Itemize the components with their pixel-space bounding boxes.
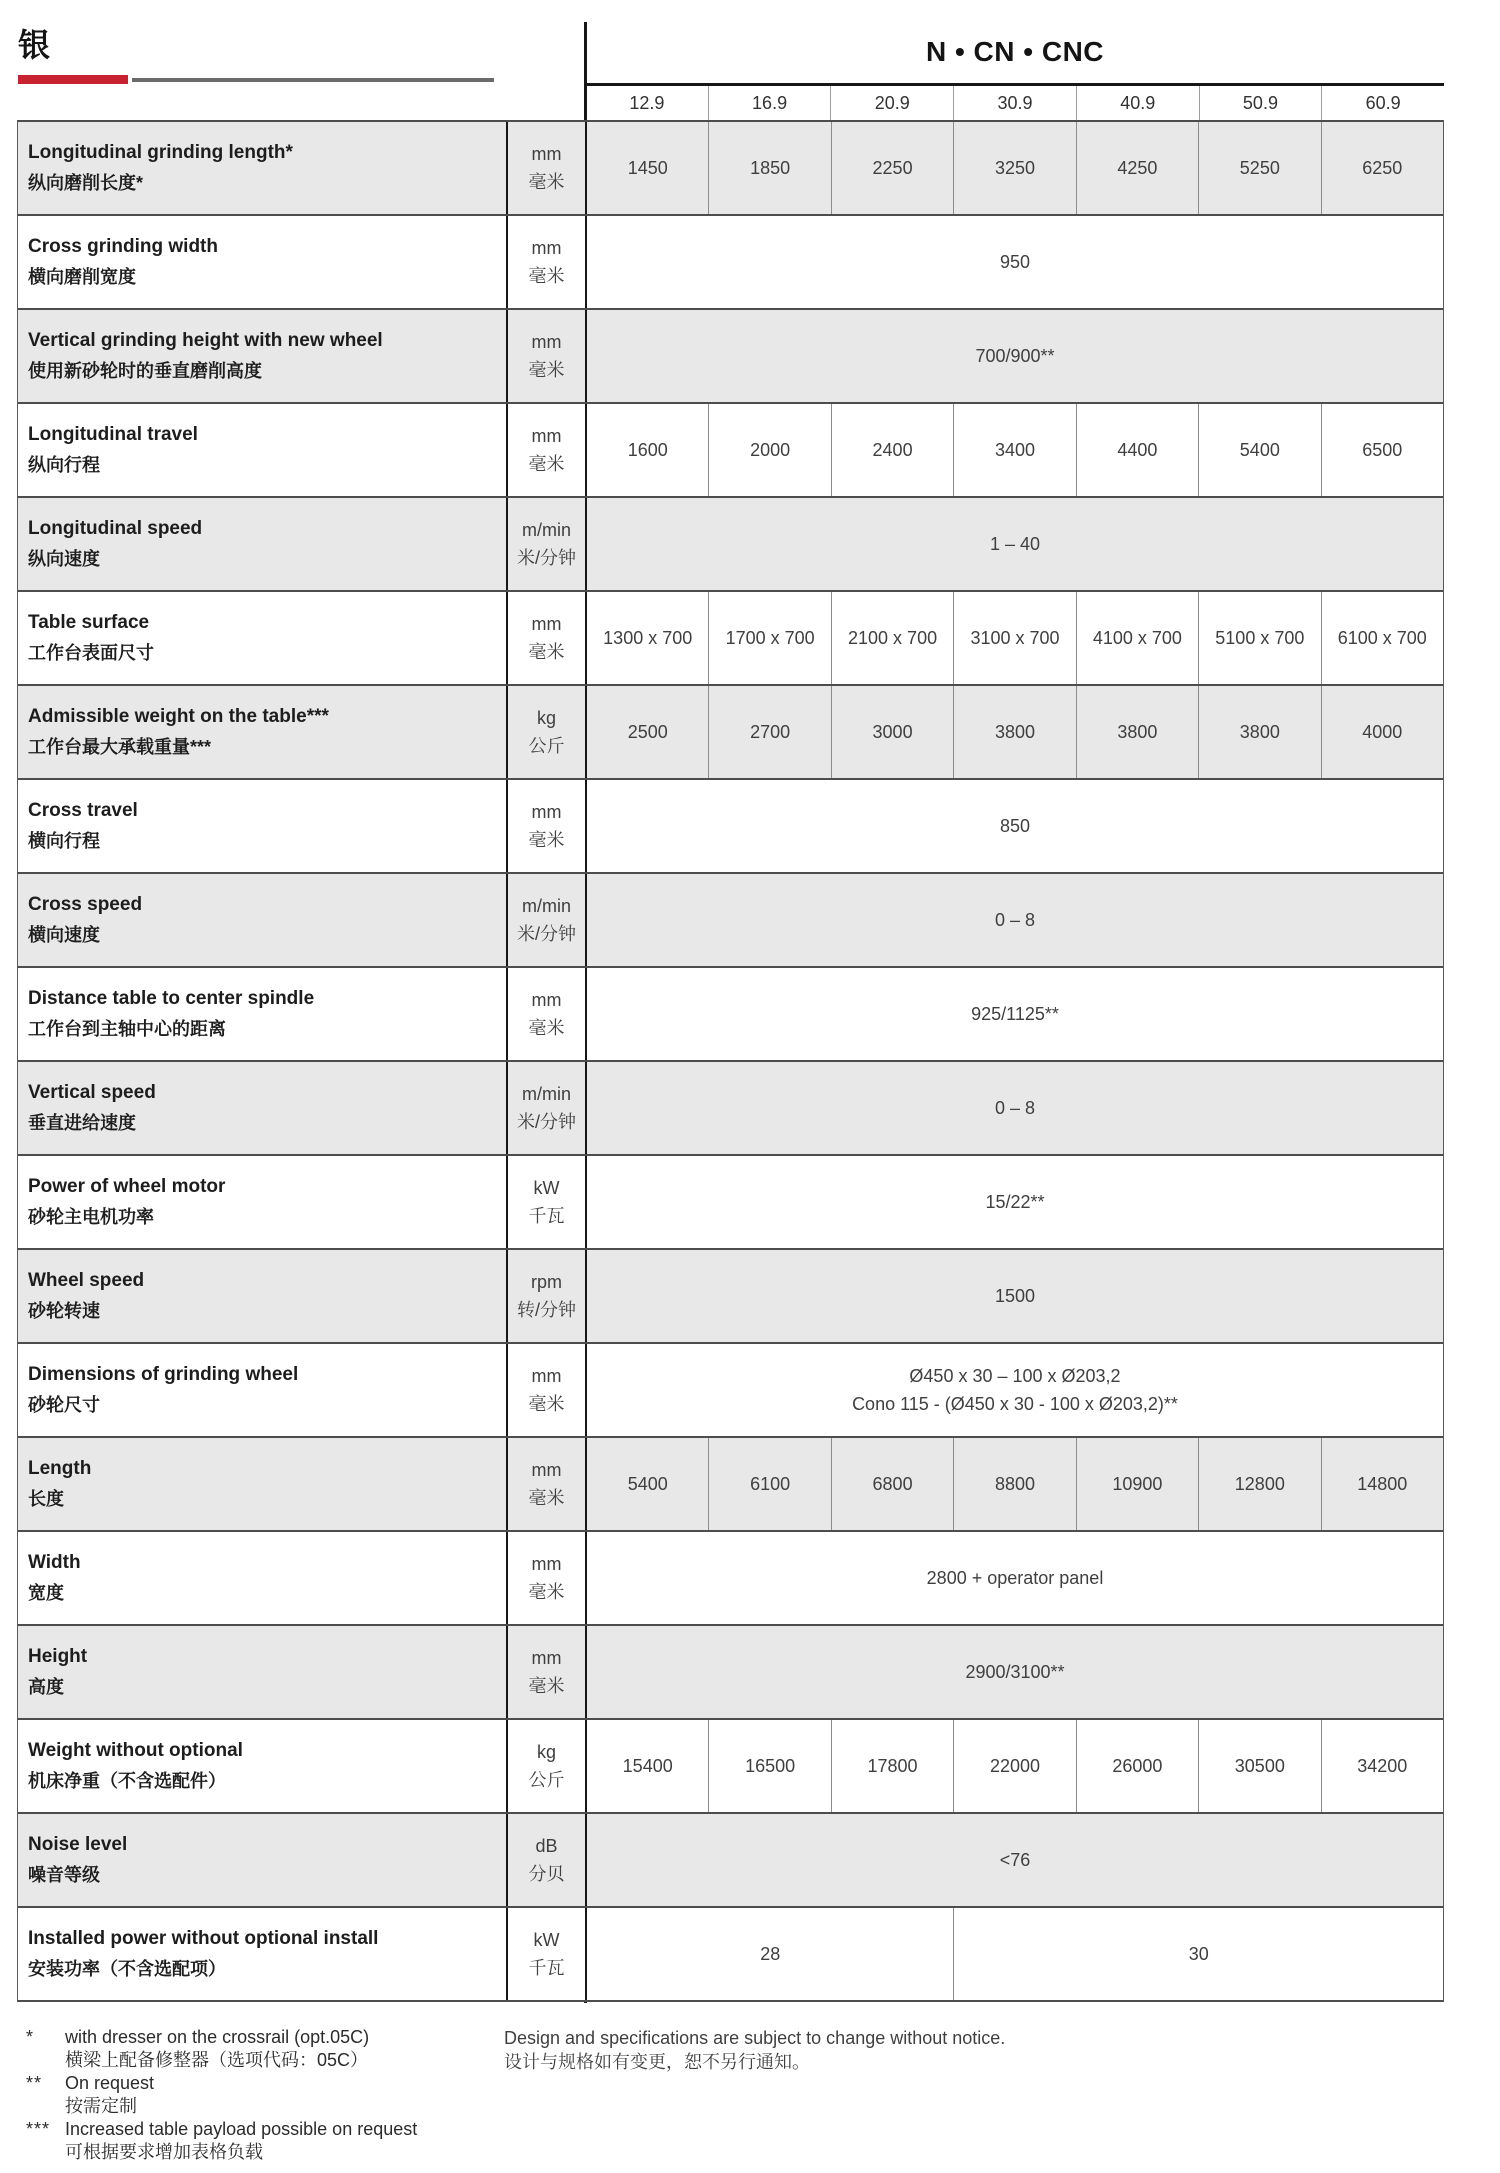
row-values	[587, 1344, 1443, 1436]
footnote-en: with dresser on the crossrail (opt.05C)	[65, 2027, 370, 2047]
unit-en: kg	[536, 1742, 556, 1762]
value-cell: 1300 x 700	[603, 627, 693, 648]
value-cell: 3250	[953, 122, 1075, 214]
unit-en: m/min	[522, 520, 571, 540]
row-label-en: Longitudinal grinding length*	[28, 142, 293, 163]
row-values	[587, 874, 1443, 966]
row-unit	[506, 310, 587, 402]
row-label-zh: 宽度	[28, 1583, 64, 1603]
value-cell: 4400	[1076, 404, 1198, 496]
row-label-zh: 安装功率（不含选配项）	[28, 1959, 226, 1979]
value-cell-span	[587, 1250, 1443, 1342]
value-cell: 8800	[953, 1438, 1075, 1530]
spec-row	[18, 496, 1443, 590]
value-line: 0 – 8	[994, 1098, 1036, 1118]
unit-zh: 千瓦	[528, 1206, 565, 1226]
value-cell: 3000	[831, 686, 953, 778]
unit-zh: 毫米	[528, 1394, 565, 1414]
value-cell: 1850	[708, 122, 830, 214]
value-cell: 3400	[953, 404, 1075, 496]
row-label-zh: 工作台到主轴中心的距离	[28, 1019, 226, 1039]
row-label-en: Power of wheel motor	[28, 1176, 226, 1197]
value-line: Cono 115 - (Ø450 x 30 - 100 x Ø203,2)**	[852, 1394, 1178, 1414]
unit-zh: 米/分钟	[516, 924, 576, 944]
value-cell: 2500	[627, 721, 668, 742]
spec-row	[18, 1530, 1443, 1624]
value-cell: 10900	[1076, 1438, 1198, 1530]
row-values	[587, 1814, 1443, 1906]
unit-zh: 毫米	[528, 1018, 565, 1038]
row-values	[587, 1438, 1443, 1530]
row-label-en: Installed power without optional install	[28, 1928, 379, 1949]
value-cell-span: 28	[760, 1943, 781, 1964]
unit-en: m/min	[522, 896, 571, 916]
row-values	[587, 1156, 1443, 1248]
footnote-zh: 横梁上配备修整器（选项代码：05C）	[65, 2050, 369, 2070]
value-cell-span	[587, 1156, 1443, 1248]
value-line: 0 – 8	[994, 910, 1036, 930]
spec-row	[18, 1624, 1443, 1718]
unit-zh: 毫米	[528, 642, 565, 662]
value-cell: 5100 x 700	[1198, 592, 1320, 684]
row-label-zh: 横向行程	[28, 831, 100, 851]
unit-en: mm	[531, 614, 562, 634]
column-header: 30.9	[953, 86, 1076, 120]
unit-en: mm	[531, 426, 562, 446]
value-cell: 2000	[708, 404, 830, 496]
value-cell: 5250	[1198, 122, 1320, 214]
unit-zh: 毫米	[528, 454, 565, 474]
unit-en: rpm	[531, 1272, 562, 1292]
value-line: 2800 + operator panel	[926, 1568, 1104, 1588]
value-cell-span	[587, 968, 1443, 1060]
value-cell: 2250	[831, 122, 953, 214]
column-headers-row	[586, 83, 1444, 120]
spec-row	[18, 1342, 1443, 1436]
unit-en: kg	[536, 708, 556, 728]
row-label-en: Table surface	[28, 612, 150, 633]
row-label	[18, 1814, 506, 1906]
unit-en: mm	[531, 144, 562, 164]
unit-zh: 米/分钟	[516, 1112, 576, 1132]
row-label	[18, 1156, 506, 1248]
spec-row	[18, 120, 1443, 214]
row-values	[587, 404, 1443, 496]
row-unit	[506, 780, 587, 872]
row-unit	[506, 216, 587, 308]
value-cell: 2400	[831, 404, 953, 496]
value-line: <76	[999, 1850, 1031, 1870]
row-label-en: Noise level	[28, 1834, 128, 1855]
value-cell: 3800	[1076, 686, 1198, 778]
row-values	[587, 1908, 1443, 2000]
unit-en: mm	[531, 1366, 562, 1386]
spec-table	[17, 120, 1444, 2002]
unit-en: kW	[533, 1178, 560, 1198]
footnote-text	[65, 2118, 417, 2164]
row-label-en: Cross travel	[28, 800, 138, 821]
value-cell: 1600	[627, 439, 668, 460]
footnote	[26, 2072, 417, 2118]
value-line: Ø450 x 30 – 100 x Ø203,2	[909, 1366, 1121, 1386]
row-label-en: Cross speed	[28, 894, 143, 915]
unit-en: mm	[531, 1460, 562, 1480]
value-cell: 3800	[953, 686, 1075, 778]
row-unit	[506, 686, 587, 778]
row-label	[18, 216, 506, 308]
unit-en: dB	[535, 1836, 558, 1856]
row-label-zh: 长度	[28, 1489, 64, 1509]
unit-zh: 米/分钟	[516, 548, 576, 568]
series-title: N • CN • CNC	[925, 36, 1105, 67]
column-header: 20.9	[830, 86, 953, 120]
value-cell-span	[587, 1814, 1443, 1906]
footnote-symbol: ***	[26, 2119, 51, 2139]
unit-en: mm	[531, 332, 562, 352]
value-cell: 14800	[1321, 1438, 1443, 1530]
value-line: 1 – 40	[989, 534, 1041, 554]
row-values	[587, 780, 1443, 872]
value-cell: 6500	[1321, 404, 1443, 496]
value-cell: 34200	[1321, 1720, 1443, 1812]
value-cell-span	[587, 874, 1443, 966]
unit-zh: 毫米	[528, 172, 565, 192]
spec-row	[18, 308, 1443, 402]
row-unit	[506, 1156, 587, 1248]
value-cell: 30500	[1198, 1720, 1320, 1812]
footnote-text	[65, 2072, 154, 2118]
row-label-en: Longitudinal travel	[28, 424, 198, 445]
row-unit	[506, 874, 587, 966]
value-cell: 3100 x 700	[953, 592, 1075, 684]
row-label-en: Longitudinal speed	[28, 518, 203, 539]
row-label-zh: 砂轮主电机功率	[28, 1207, 154, 1227]
row-label-zh: 机床净重（不含选配件）	[28, 1771, 226, 1791]
spec-row	[18, 684, 1443, 778]
row-label	[18, 1908, 506, 2000]
value-cell: 2700	[708, 686, 830, 778]
value-cell-span	[587, 780, 1443, 872]
brand-logo: 银	[18, 27, 51, 63]
row-label-zh: 纵向行程	[28, 455, 100, 475]
spec-row	[18, 966, 1443, 1060]
spec-row	[18, 1718, 1443, 1812]
row-unit	[506, 592, 587, 684]
spec-row	[18, 1154, 1443, 1248]
footnote-zh: 可根据要求增加表格负载	[65, 2142, 263, 2162]
column-header: 40.9	[1076, 86, 1199, 120]
row-label	[18, 310, 506, 402]
value-cell-span	[587, 216, 1443, 308]
row-label	[18, 1062, 506, 1154]
spec-row	[18, 214, 1443, 308]
unit-en: mm	[531, 1648, 562, 1668]
value-cell-span	[587, 1344, 1443, 1436]
row-label-zh: 噪音等级	[28, 1865, 100, 1885]
column-header: 16.9	[708, 86, 831, 120]
value-cell: 3800	[1198, 686, 1320, 778]
row-label	[18, 1344, 506, 1436]
spec-row	[18, 1906, 1443, 2000]
row-label	[18, 1720, 506, 1812]
footnote-en: Increased table payload possible on request	[65, 2119, 418, 2139]
unit-zh: 公斤	[528, 1770, 565, 1790]
unit-zh: 毫米	[528, 1676, 565, 1696]
row-unit	[506, 404, 587, 496]
row-unit	[506, 122, 587, 214]
spec-row	[18, 778, 1443, 872]
value-line: 950	[999, 252, 1031, 272]
footnote-symbol: **	[26, 2073, 43, 2093]
value-line: 700/900**	[975, 346, 1055, 366]
row-unit	[506, 1908, 587, 2000]
unit-en: mm	[531, 1554, 562, 1574]
row-label	[18, 968, 506, 1060]
row-values	[587, 1626, 1443, 1718]
row-unit	[506, 498, 587, 590]
value-cell-span	[587, 310, 1443, 402]
row-label-zh: 纵向磨削长度*	[28, 173, 144, 193]
value-cell: 2100 x 700	[831, 592, 953, 684]
row-values	[587, 592, 1443, 684]
unit-zh: 毫米	[528, 1488, 565, 1508]
unit-zh: 转/分钟	[516, 1300, 576, 1320]
value-cell: 1450	[627, 157, 668, 178]
row-label-zh: 横向磨削宽度	[28, 267, 136, 287]
row-values	[587, 1720, 1443, 1812]
spec-row	[18, 402, 1443, 496]
row-unit	[506, 1438, 587, 1530]
disclaimer-zh: 设计与规格如有变更，恕不另行通知。	[504, 2052, 810, 2072]
row-label	[18, 404, 506, 496]
unit-en: m/min	[522, 1084, 571, 1104]
row-label-zh: 高度	[28, 1677, 64, 1697]
row-label	[18, 780, 506, 872]
value-cell-span	[587, 1062, 1443, 1154]
row-unit	[506, 1814, 587, 1906]
unit-zh: 分贝	[528, 1864, 565, 1884]
row-values	[587, 498, 1443, 590]
footnote-zh: 按需定制	[65, 2096, 137, 2116]
value-cell-span	[587, 1532, 1443, 1624]
spec-row	[18, 872, 1443, 966]
footnotes	[26, 2026, 417, 2164]
spec-row	[18, 1812, 1443, 1906]
value-cell: 17800	[831, 1720, 953, 1812]
spec-row	[18, 1436, 1443, 1530]
unit-en: mm	[531, 802, 562, 822]
value-cell: 22000	[953, 1720, 1075, 1812]
row-label-en: Admissible weight on the table***	[28, 706, 329, 727]
unit-zh: 千瓦	[528, 1958, 565, 1978]
row-label	[18, 1438, 506, 1530]
value-cell: 4250	[1076, 122, 1198, 214]
value-line: 925/1125**	[971, 1004, 1059, 1024]
row-label-en: Width	[28, 1552, 81, 1573]
row-unit	[506, 968, 587, 1060]
value-cell: 12800	[1198, 1438, 1320, 1530]
value-cell: 4100 x 700	[1076, 592, 1198, 684]
row-unit	[506, 1250, 587, 1342]
header-rule-gray	[132, 78, 494, 82]
value-line: 850	[999, 816, 1031, 836]
footnote	[26, 2118, 417, 2164]
row-label-zh: 横向速度	[28, 925, 100, 945]
value-cell-span	[587, 1626, 1443, 1718]
row-values	[587, 1532, 1443, 1624]
unit-en: mm	[531, 238, 562, 258]
row-label-en: Wheel speed	[28, 1270, 145, 1291]
footnote-symbol: *	[26, 2027, 35, 2047]
disclaimer-en: Design and specifications are subject to change without notice.	[504, 2028, 1006, 2048]
value-cell: 16500	[708, 1720, 830, 1812]
row-label	[18, 1532, 506, 1624]
column-header: 50.9	[1199, 86, 1322, 120]
value-line: 15/22**	[985, 1192, 1045, 1212]
row-label-zh: 砂轮尺寸	[28, 1395, 100, 1415]
spec-row	[18, 590, 1443, 684]
row-values	[587, 1250, 1443, 1342]
row-values	[587, 968, 1443, 1060]
spec-row	[18, 1248, 1443, 1342]
value-cell-span	[587, 498, 1443, 590]
row-label	[18, 592, 506, 684]
row-unit	[506, 1626, 587, 1718]
row-label	[18, 498, 506, 590]
disclaimer	[504, 2026, 1005, 2074]
column-header: 60.9	[1321, 86, 1444, 120]
row-label-zh: 纵向速度	[28, 549, 100, 569]
footnote-text	[65, 2026, 369, 2072]
row-label	[18, 686, 506, 778]
unit-zh: 公斤	[528, 736, 565, 756]
row-unit	[506, 1062, 587, 1154]
value-cell-span: 30	[953, 1908, 1443, 2000]
row-label-en: Vertical speed	[28, 1082, 156, 1103]
value-cell: 5400	[1198, 404, 1320, 496]
unit-zh: 毫米	[528, 1582, 565, 1602]
row-label	[18, 1626, 506, 1718]
value-cell: 5400	[627, 1473, 668, 1494]
row-label-en: Vertical grinding height with new wheel	[28, 330, 383, 351]
value-line: 1500	[994, 1286, 1036, 1306]
unit-en: mm	[531, 990, 562, 1010]
value-line: 2900/3100**	[965, 1662, 1065, 1682]
row-label-en: Distance table to center spindle	[28, 988, 315, 1009]
column-header: 12.9	[629, 92, 665, 113]
value-cell: 15400	[622, 1755, 673, 1776]
unit-zh: 毫米	[528, 360, 565, 380]
unit-zh: 毫米	[528, 830, 565, 850]
value-cell: 6250	[1321, 122, 1443, 214]
row-unit	[506, 1720, 587, 1812]
row-label-zh: 工作台表面尺寸	[28, 643, 154, 663]
row-label-zh: 砂轮转速	[28, 1301, 100, 1321]
value-cell: 26000	[1076, 1720, 1198, 1812]
row-values	[587, 310, 1443, 402]
row-label	[18, 1250, 506, 1342]
row-label-zh: 工作台最大承载重量***	[28, 737, 212, 757]
header-rule-red	[18, 75, 128, 84]
row-unit	[506, 1532, 587, 1624]
value-cell: 6800	[831, 1438, 953, 1530]
row-label	[18, 122, 506, 214]
row-label-en: Dimensions of grinding wheel	[28, 1364, 299, 1385]
row-values	[587, 1062, 1443, 1154]
row-label-en: Height	[28, 1646, 88, 1667]
value-cell: 6100	[708, 1438, 830, 1530]
spec-row	[18, 1060, 1443, 1154]
row-values	[587, 686, 1443, 778]
row-label-en: Weight without optional	[28, 1740, 243, 1761]
value-cell: 1700 x 700	[708, 592, 830, 684]
unit-zh: 毫米	[528, 266, 565, 286]
footnote-en: On request	[65, 2073, 155, 2093]
row-values	[587, 122, 1443, 214]
unit-en: kW	[533, 1930, 560, 1950]
footnote	[26, 2026, 417, 2072]
row-label	[18, 874, 506, 966]
row-unit	[506, 1344, 587, 1436]
value-cell: 6100 x 700	[1321, 592, 1443, 684]
row-values	[587, 216, 1443, 308]
row-label-en: Cross grinding width	[28, 236, 218, 257]
value-cell: 4000	[1321, 686, 1443, 778]
row-label-zh: 使用新砂轮时的垂直磨削高度	[28, 361, 262, 381]
row-label-zh: 垂直进给速度	[28, 1113, 136, 1133]
row-label-en: Length	[28, 1458, 92, 1479]
